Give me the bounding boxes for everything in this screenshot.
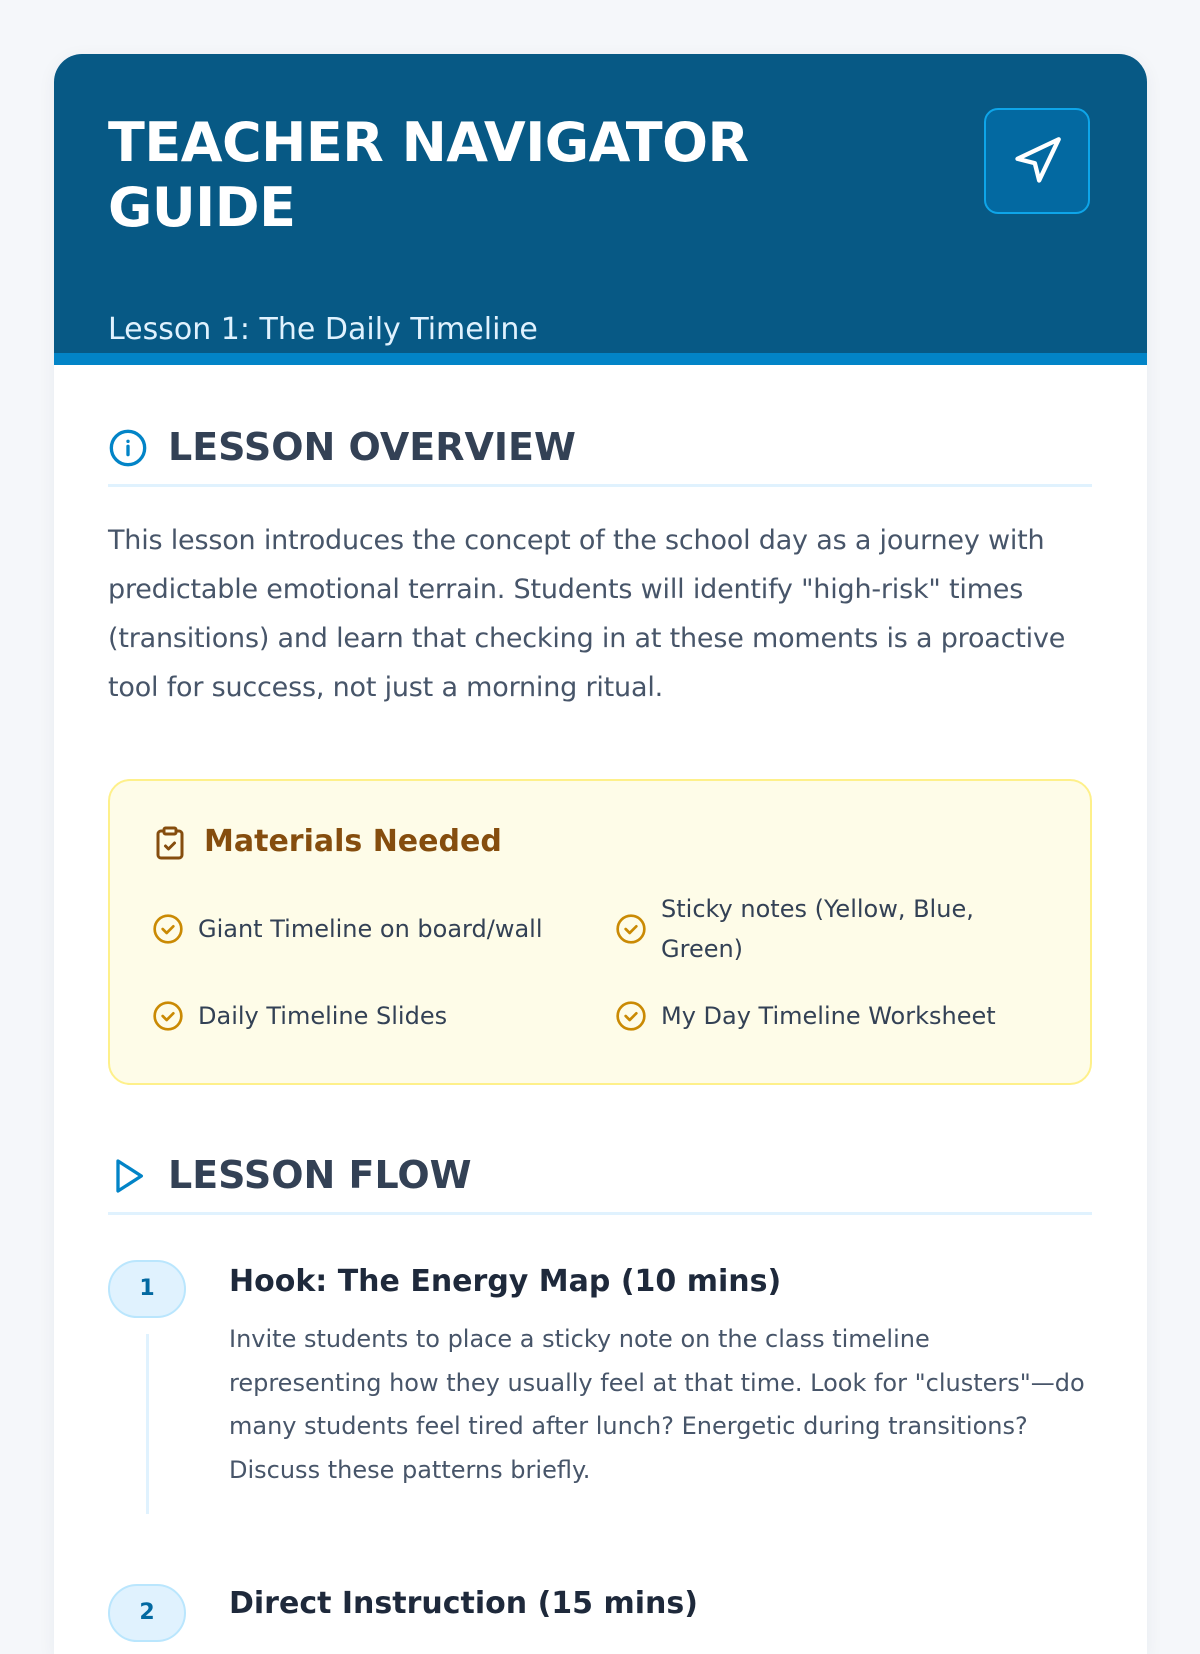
page-title: TEACHER NAVIGATOR GUIDE	[108, 111, 749, 239]
overview-heading: LESSON OVERVIEW	[168, 425, 576, 469]
material-label: My Day Timeline Worksheet	[661, 1002, 996, 1030]
step-description: Invite students to place a sticky note on the class timeline representing how they usually feel at that time. Look for "clusters"—do many students feel tired after lunch? Energetic during transitions? Discuss these patterns briefly.	[229, 1325, 1085, 1484]
clipboard-check-icon	[152, 825, 188, 861]
step-title: Hook: The Energy Map (10 mins)	[229, 1264, 782, 1299]
check-circle-icon	[615, 913, 647, 945]
check-circle-icon	[152, 913, 184, 945]
flow-heading: LESSON FLOW	[168, 1153, 472, 1197]
step-number-badge: 2	[108, 1584, 186, 1642]
step-title: Direct Instruction (15 mins)	[229, 1586, 698, 1621]
info-icon	[108, 428, 148, 468]
lesson-subtitle: Lesson 1: The Daily Timeline	[108, 312, 538, 347]
materials-heading: Materials Needed	[204, 824, 502, 859]
navigation-arrow-icon	[1011, 135, 1063, 187]
check-circle-icon	[152, 1000, 184, 1032]
navigate-button[interactable]	[984, 108, 1090, 214]
check-circle-icon	[615, 1000, 647, 1032]
overview-section-header	[108, 414, 1092, 487]
material-label: Sticky notes (Yellow, Blue, Green)	[661, 895, 974, 963]
guide-header	[54, 54, 1147, 365]
flow-section-header	[108, 1142, 1092, 1215]
step-connector-line	[146, 1334, 149, 1514]
material-label: Daily Timeline Slides	[198, 1002, 448, 1030]
overview-text: This lesson introduces the concept of the school day as a journey with predictable emotional terrain. Students will identify "high-risk" times (transitions) and learn that checking in at these moments is a proactive tool for success, not just a morning ritual.	[108, 525, 1066, 703]
step-number-badge: 1	[108, 1260, 186, 1318]
materials-box	[108, 779, 1092, 1085]
lesson-guide-card	[54, 54, 1147, 1654]
play-icon	[108, 1156, 148, 1196]
material-label: Giant Timeline on board/wall	[198, 915, 543, 943]
